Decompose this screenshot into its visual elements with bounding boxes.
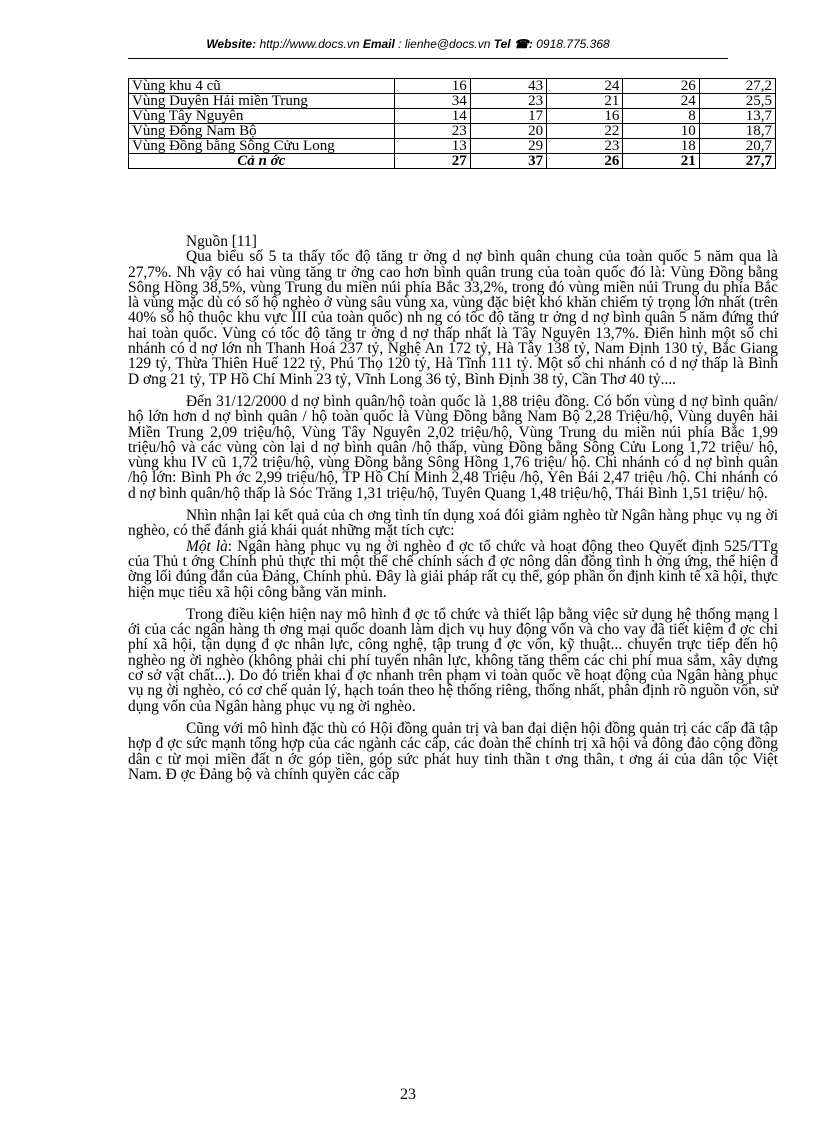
value-cell: 18 (623, 139, 699, 154)
region-cell: Vùng Duyên Hải miền Trung (129, 94, 395, 109)
tel-value: 0918.775.368 (532, 37, 610, 51)
value-cell: 23 (547, 139, 623, 154)
value-cell: 16 (394, 79, 470, 94)
header-divider (128, 58, 728, 59)
value-cell: 37 (470, 154, 546, 169)
value-cell: 21 (547, 94, 623, 109)
value-cell: 24 (547, 79, 623, 94)
website-label: Website: (206, 37, 257, 51)
value-cell: 13 (394, 139, 470, 154)
source-note: Nguồn [11] (186, 233, 257, 250)
value-cell: 25,5 (699, 94, 775, 109)
value-cell: 23 (470, 94, 546, 109)
table-row (129, 139, 776, 154)
document-body (128, 234, 778, 782)
paragraph-6: Cũng với mô hình đặc thù có Hội đồng quản trị và ban đại diện hội đồng quản trị các cấp đã tập hợp đ ợc sức mạnh tổng hợp của các ngành các cấp, các đoàn thể chính trị xã hội và đông đảo cộng đồng dân c từ mọi miền đất n ớc góp tiền, góp sức phát huy tinh thần t ơng thân, t ơng ái của dân tộc Việt Nam. Đ ợc Đảng bộ và chính quyền các cấp (128, 719, 778, 783)
page-header (0, 37, 816, 51)
region-cell: Cả n ớc (129, 154, 395, 169)
value-cell: 20 (470, 124, 546, 139)
value-cell: 26 (547, 154, 623, 169)
value-cell: 29 (470, 139, 546, 154)
value-cell: 10 (623, 124, 699, 139)
table-total-row (129, 154, 776, 169)
tel-label: Tel ☎: (493, 37, 533, 51)
paragraph-4-text: : Ngân hàng phục vụ ng ời nghèo đ ợc tổ chức và hoạt động theo Quyết định 525/TTg của Thủ t ớng Chính phủ thực thi một thể chế chính sách đ ợc nông dân đồng tình h ởng ứng, thể hiện đ ờng lối đúng đắn của Đảng, Chính phủ. Đây là giải pháp rất cụ thể, góp phần ổn định kinh tế xã hội, thực hiện mục tiêu xã hội công bằng văn minh. (128, 537, 778, 601)
paragraph-3: Nhìn nhận lại kết quả của ch ơng tình tín dụng xoá đói giảm nghèo từ Ngân hàng phục vụ ng ời nghèo, có thể đánh giá khái quát những mặt tích cực: (128, 507, 778, 540)
table-row (129, 79, 776, 94)
table-row (129, 124, 776, 139)
value-cell: 27,7 (699, 154, 775, 169)
table-row (129, 94, 776, 109)
paragraph-4-lead: Một là (186, 537, 228, 555)
website-value: http://www.docs.vn (256, 37, 363, 51)
value-cell: 22 (547, 124, 623, 139)
paragraph-4 (128, 539, 778, 600)
value-cell: 20,7 (699, 139, 775, 154)
region-cell: Vùng Tây Nguyên (129, 109, 395, 124)
growth-table (128, 78, 776, 169)
value-cell: 27,2 (699, 79, 775, 94)
value-cell: 13,7 (699, 109, 775, 124)
value-cell: 21 (623, 154, 699, 169)
paragraph-1: Qua biểu số 5 ta thấy tốc độ tăng tr ởng d nợ bình quân chung của toàn quốc 5 năm qua là 27,7%. Nh vậy có hai vùng tăng tr ởng cao hơn bình quân trung của toàn quốc đó là: Vùng Đồng bằng Sông Hồng 38,5%, vùng Trung du miền núi phía Bắc 33,2%, trong đó vùng miền núi Trung du phía Bắc là vùng mặc dù có số hộ nghèo ở vùng sâu vùng xa, vùng đặc biệt khó khăn chiếm tỷ trọng lớn nhất (trên 40% số hộ thuộc khu vực III của toàn quốc) nh ng có tốc độ tăng tr ởng d nợ bình quân 5 năm đứng thứ hai toàn quốc. Vùng có tốc độ tăng tr ởng d nợ thấp nhất là Tây Nguyên 13,7%. Điển hình một số chi nhánh có d nợ lớn nh Thanh Hoá 237 tỷ, Nghệ An 172 tỷ, Hà Tây 138 tỷ, Nam Định 130 tỷ, Bắc Giang 129 tỷ, Thừa Thiên Huế 122 tỷ, Phú Thọ 120 tỷ, Hà Tĩnh 111 tỷ. Một số chi nhánh có d nợ thấp là Bình D ơng 21 tỷ, TP Hồ Chí Minh 23 tỷ, Vĩnh Long 36 tỷ, Bình Định 38 tỷ, Cần Thơ 40 tỷ.... (128, 248, 778, 388)
paragraph-5: Trong điều kiện hiện nay mô hình đ ợc tổ chức và thiết lập bằng việc sử dụng hệ thống mạng l ới của các ngân hàng th ơng mại quốc doanh làm dịch vụ huy động vốn và cho vay đã tiết kiệm đ ợc chi phí xã hội, tận dụng đ ợc nhân lực, công nghệ, tập trung đ ợc vốn, kỹ thuật... chuyển trực tiếp đến hộ nghèo ng ời nghèo (không phải chi phí tuyển nhân lực, không tăng thêm các chi phí mua sắm, xây dựng cơ sở vật chất...). Do đó triển khai đ ợc nhanh trên phạm vi toàn quốc về hoạt động của Ngân hàng phục vụ ng ời nghèo, có cơ chế quản lý, hạch toán theo hệ thống riêng, thống nhất, phân định rõ nguồn vốn, sử dụng vốn của Ngân hàng phục vụ ng ời nghèo. (128, 605, 778, 715)
page-number: 23 (400, 1086, 416, 1103)
table-row (129, 109, 776, 124)
value-cell: 18,7 (699, 124, 775, 139)
value-cell: 34 (394, 94, 470, 109)
value-cell: 26 (623, 79, 699, 94)
table-body (129, 79, 776, 169)
value-cell: 8 (623, 109, 699, 124)
value-cell: 24 (623, 94, 699, 109)
value-cell: 17 (470, 109, 546, 124)
email-value: : lienhe@docs.vn (394, 37, 494, 51)
region-cell: Vùng Đồng bằng Sông Cửu Long (129, 139, 395, 154)
value-cell: 43 (470, 79, 546, 94)
value-cell: 14 (394, 109, 470, 124)
paragraph-2: Đến 31/12/2000 d nợ bình quân/hộ toàn quốc là 1,88 triệu đồng. Có bốn vùng d nợ bình quân/ hộ lớn hơn d nợ bình quân / hộ toàn quốc là Vùng Đồng bằng Nam Bộ 2,28 Triệu/hộ, Vùng duyên hải Miền Trung 2,09 triệu/hộ, Vùng Tây Nguyên 2,02 triệu/hộ, Vùng Trung du miền núi phía Bắc 1,99 triệu/hộ và các vùng còn lại d nợ bình quân /hộ thấp, vùng Đồng bằng Sông Cửu Long 1,72 triệu/ hộ, vùng khu IV cũ 1,72 triệu/hộ, vùng Đồng bằng Sông Hồng 1,76 triệu/ hộ. Chi nhánh có d nợ bình quân /hộ lớn: Bình Ph ớc 2,99 triệu/hộ, TP Hồ Chí Minh 2,48 Triệu /hộ, Yên Bái 2,47 triệu /hộ. Chi nhánh có d nợ bình quân/hộ thấp là Sóc Trăng 1,31 triệu/hộ, Tuyên Quang 1,48 triệu/hộ, Thái Bình 1,51 triệu/ hộ. (128, 392, 778, 502)
value-cell: 16 (547, 109, 623, 124)
value-cell: 23 (394, 124, 470, 139)
value-cell: 27 (394, 154, 470, 169)
region-cell: Vùng khu 4 cũ (129, 79, 395, 94)
region-cell: Vùng Đông Nam Bộ (129, 124, 395, 139)
email-label: Email (362, 37, 395, 51)
